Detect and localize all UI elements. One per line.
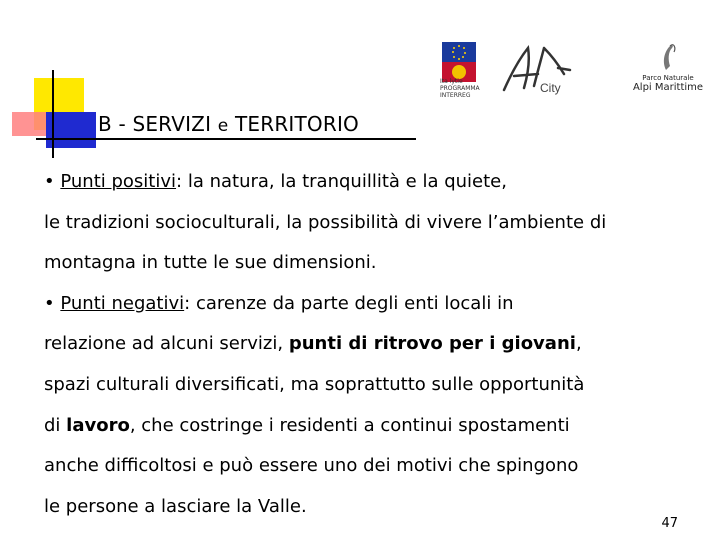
bullet: •	[44, 171, 55, 192]
eu-logo-caption: Ita lytie PROGRAMMA INTERREG	[440, 78, 480, 99]
ibex-icon	[618, 40, 718, 74]
positive-line-1: • Punti positivi: la natura, la tranquillità e la quiete,	[44, 171, 507, 192]
negative-line-5: anche difficoltosi e può essere uno dei motivi che spingono	[44, 455, 579, 477]
decor-vertical-line	[52, 70, 54, 158]
positive-line-3: montagna in tutte le sue dimensioni.	[44, 252, 377, 274]
svg-text:City: City	[540, 81, 561, 95]
negative-line-4: di lavoro, che costringe i residenti a continui spostamenti	[44, 414, 570, 436]
negative-line-1: • Punti negativi: carenze da parte degli enti locali in	[44, 292, 514, 314]
title-underline	[36, 138, 416, 140]
slide-body	[44, 162, 664, 527]
negative-line-6: le persone a lasciare la Valle.	[44, 495, 307, 517]
positive-label: Punti positivi	[60, 171, 177, 192]
page-number: 47	[661, 516, 678, 531]
logo-bar	[440, 38, 720, 102]
positive-line-2: le tradizioni socioculturali, la possibilità di vivere l’ambiente di	[44, 211, 607, 233]
negative-line-3: spazi culturali diversificati, ma soprattutto sulle opportunità	[44, 373, 585, 395]
slide-title: B - SERVIZI e TERRITORIO	[98, 112, 360, 136]
parco-alpi-marittime-logo: Parco Naturale Alpi Marittime	[618, 40, 718, 98]
negative-line-2: relazione ad alcuni servizi, punti di ritrovo per i giovani,	[44, 333, 582, 355]
bullet: •	[44, 292, 55, 314]
alp-city-logo	[498, 40, 578, 98]
negative-label: Punti negativi	[60, 292, 185, 314]
